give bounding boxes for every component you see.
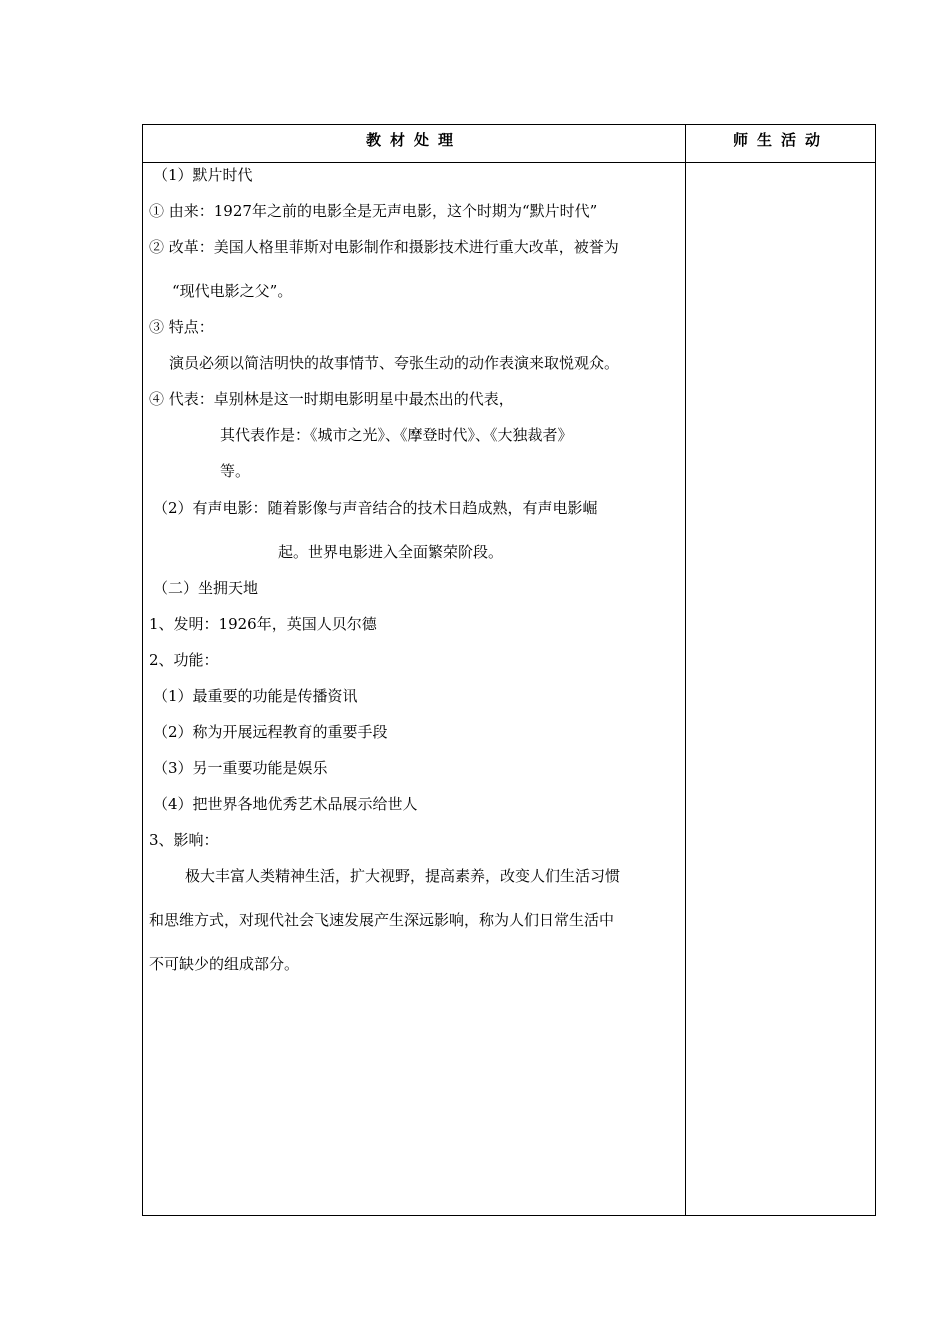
column-divider [685, 125, 686, 1215]
function-2: （2）称为开展远程教育的重要手段 [153, 723, 388, 741]
item-representative-works: 其代表作是：《城市之光》、《摩登时代》、《大独裁者》 [220, 426, 573, 444]
item-features-detail: 演员必须以简洁明快的故事情节、夸张生动的动作表演来取悦观众。 [169, 354, 620, 372]
item-features: ③ 特点： [149, 318, 214, 336]
function-3: （3）另一重要功能是娱乐 [153, 759, 328, 777]
section-silent-era: （1）默片时代 [153, 166, 253, 184]
function-1: （1）最重要的功能是传播资讯 [153, 687, 358, 705]
influence-line-2: 和思维方式，对现代社会飞速发展产生深远影响，称为人们日常生活中 [149, 911, 615, 929]
item-reform-continued: “现代电影之父”。 [172, 282, 293, 300]
item-influence: 3、影响： [149, 831, 219, 849]
function-4: （4）把世界各地优秀艺术品展示给世人 [153, 795, 418, 813]
item-functions: 2、功能： [149, 651, 219, 669]
item-representative-end: 等。 [220, 462, 251, 480]
header-teacher-student-activity: 师生活动 [732, 131, 829, 149]
item-invention: 1、发明：1926年，英国人贝尔德 [149, 615, 377, 633]
influence-line-1: 极大丰富人类精神生活，扩大视野，提高素养，改变人们生活习惯 [185, 867, 621, 885]
lesson-table [142, 124, 876, 1216]
table-header-row [143, 125, 875, 163]
influence-line-3: 不可缺少的组成部分。 [149, 955, 300, 973]
item-representative: ④ 代表：卓别林是这一时期电影明星中最杰出的代表， [149, 390, 514, 408]
section-television: （二）坐拥天地 [153, 579, 259, 597]
section-sound-film-continued: 起。世界电影进入全面繁荣阶段。 [278, 543, 504, 561]
header-textbook-processing: 教材处理 [365, 131, 462, 149]
item-origin: ① 由来：1927年之前的电影全是无声电影，这个时期为“默片时代” [149, 202, 598, 220]
section-sound-film: （2）有声电影：随着影像与声音结合的技术日趋成熟，有声电影崛 [153, 499, 598, 517]
item-reform: ② 改革：美国人格里菲斯对电影制作和摄影技术进行重大改革，被誉为 [149, 238, 619, 256]
